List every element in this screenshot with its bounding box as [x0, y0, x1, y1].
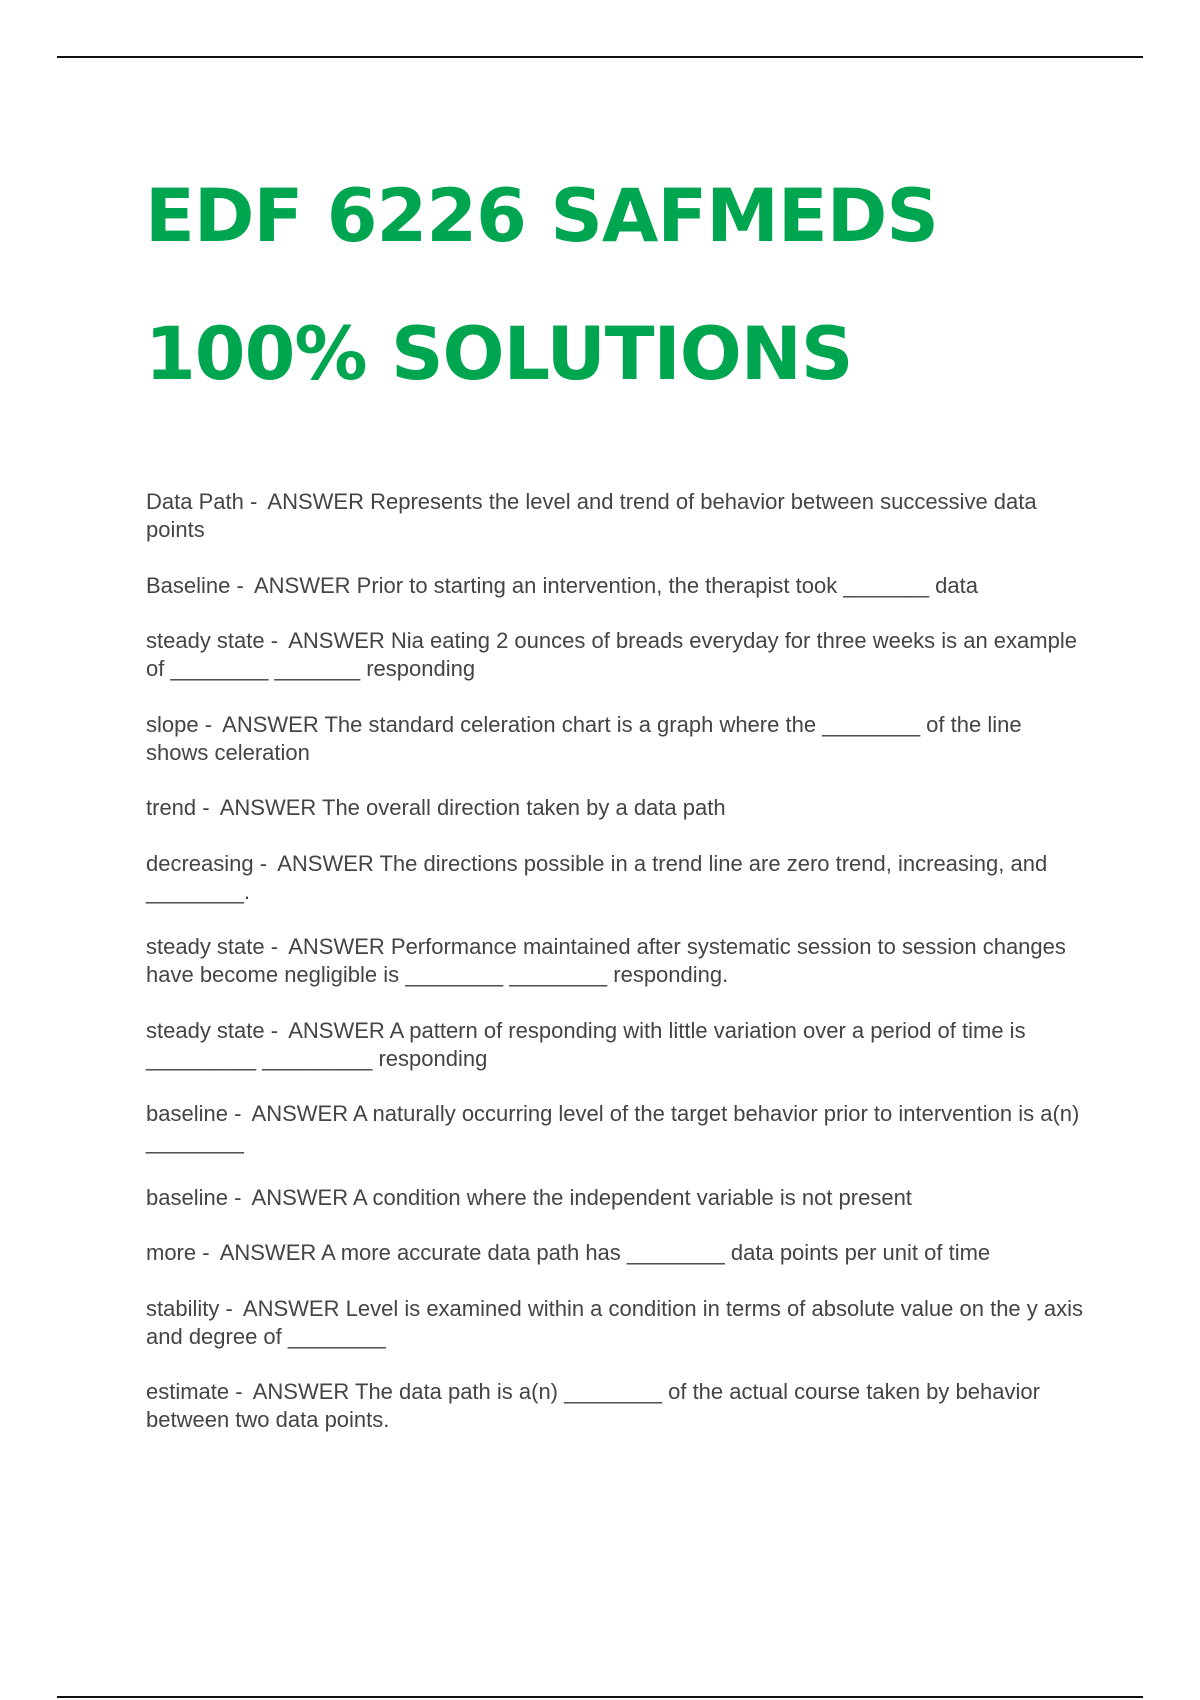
qa-term: Baseline - — [146, 573, 250, 598]
qa-list — [146, 488, 1086, 1462]
qa-item — [146, 627, 1086, 683]
document-title — [145, 148, 1145, 424]
qa-item — [146, 794, 1086, 822]
title-line-1: EDF 6226 SAFMEDS — [145, 174, 938, 259]
qa-definition: Represents the level and trend of behavior between successive data points — [146, 489, 1037, 542]
answer-label: ANSWER — [288, 1017, 385, 1043]
qa-item — [146, 1378, 1086, 1434]
qa-definition: Prior to starting an intervention, the therapist took _______ data — [356, 572, 978, 598]
qa-item — [146, 488, 1086, 544]
qa-definition: The standard celeration chart is a graph where the ________ of the line shows celeration — [146, 711, 1022, 765]
qa-term: stability - — [146, 1296, 239, 1321]
answer-label: ANSWER — [251, 1184, 349, 1210]
qa-term: baseline - — [146, 1185, 248, 1210]
qa-definition: The directions possible in a trend line are zero trend, increasing, and ________. — [146, 850, 1048, 904]
answer-label: ANSWER — [288, 628, 385, 653]
qa-definition: The overall direction taken by a data path — [322, 795, 726, 820]
answer-label: ANSWER — [242, 1295, 340, 1321]
qa-term: slope - — [146, 712, 218, 737]
answer-label: ANSWER — [252, 1379, 350, 1404]
answer-label: ANSWER — [219, 795, 317, 820]
qa-term: more - — [146, 1240, 216, 1265]
answer-label: ANSWER — [251, 1101, 349, 1126]
qa-definition: A more accurate data path has ________ data points per unit of time — [321, 1240, 991, 1265]
qa-item — [146, 1239, 1086, 1267]
bottom-rule — [57, 1696, 1143, 1698]
title-line-2: 100% SOLUTIONS — [145, 312, 853, 397]
qa-definition: A pattern of responding with little variation over a period of time is _________ _________ responding — [146, 1017, 1026, 1071]
qa-definition: A condition where the independent variable is not present — [352, 1184, 912, 1210]
qa-term: estimate - — [146, 1379, 249, 1404]
qa-item — [146, 1017, 1086, 1073]
answer-label: ANSWER — [277, 850, 374, 876]
qa-definition: Nia eating 2 ounces of breads everyday for three weeks is an example of ________ _______ responding — [146, 628, 1077, 681]
qa-item — [146, 1100, 1086, 1156]
answer-label: ANSWER — [288, 934, 385, 959]
qa-term: trend - — [146, 795, 216, 820]
qa-term: Data Path - — [146, 489, 263, 514]
qa-item — [146, 711, 1086, 767]
qa-term: decreasing - — [146, 851, 273, 876]
top-rule — [57, 56, 1143, 58]
qa-item — [146, 933, 1086, 989]
qa-item — [146, 1295, 1086, 1351]
qa-term: steady state - — [146, 1018, 284, 1043]
qa-definition: A naturally occurring level of the target behavior prior to intervention is a(n) ________ — [146, 1101, 1080, 1154]
qa-item — [146, 1184, 1086, 1212]
qa-item — [146, 850, 1086, 906]
qa-term: steady state - — [146, 628, 284, 653]
qa-item — [146, 572, 1086, 600]
answer-label: ANSWER — [253, 572, 351, 598]
answer-label: ANSWER — [219, 1240, 317, 1265]
qa-term: steady state - — [146, 934, 284, 959]
answer-label: ANSWER — [222, 711, 319, 737]
qa-definition: The data path is a(n) ________ of the actual course taken by behavior between two data points. — [146, 1379, 1040, 1432]
qa-definition: Performance maintained after systematic session to session changes have become negligible is ________ ________ responding. — [146, 934, 1066, 987]
qa-term: baseline - — [146, 1101, 248, 1126]
qa-definition: Level is examined within a condition in terms of absolute value on the y axis and degree of ________ — [146, 1295, 1084, 1349]
answer-label: ANSWER — [267, 489, 364, 514]
